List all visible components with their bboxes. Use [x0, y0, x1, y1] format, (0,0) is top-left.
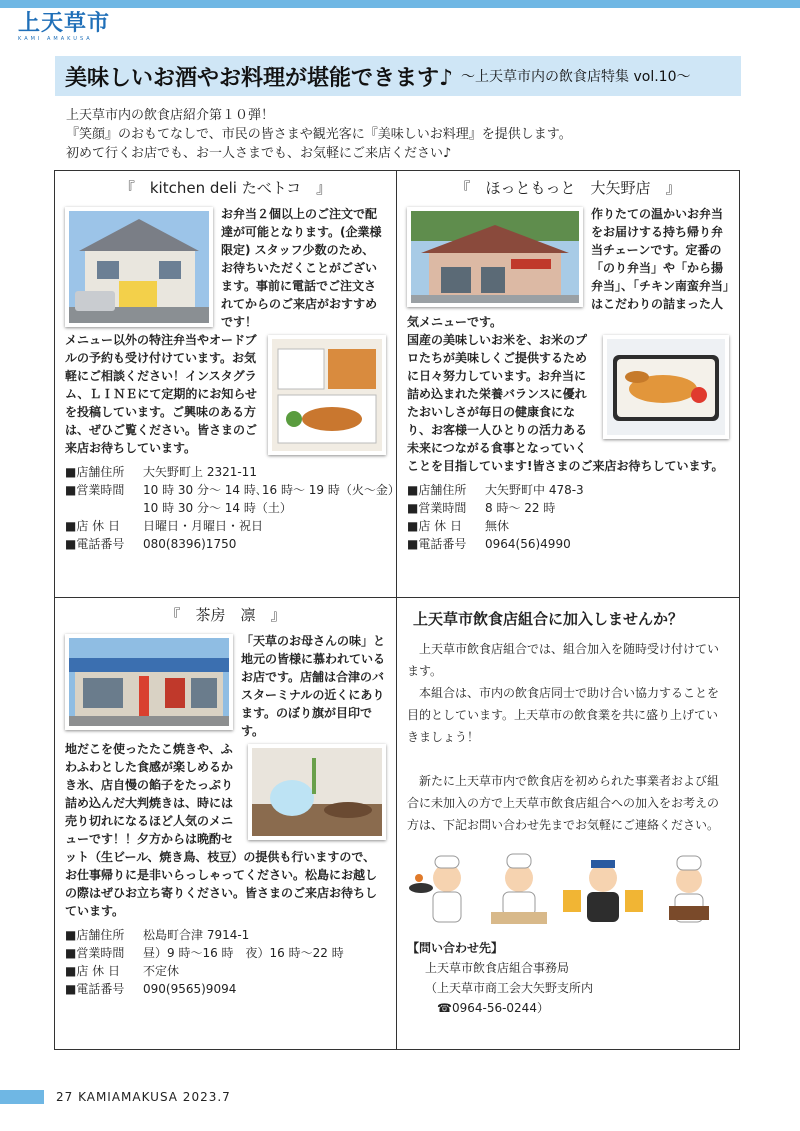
info-phone	[65, 980, 386, 998]
info-closed	[65, 962, 386, 980]
info-hours	[65, 944, 386, 962]
logo-text: 上天草市	[18, 11, 111, 36]
union-paragraph-2: 本組合は、市内の飲食店同士で助け合い協力することを目的としています。上天草市の飲食業を共に盛り上げていきましょう！	[407, 686, 720, 744]
logo-subtext: KAMI AMAKUSA	[18, 36, 93, 42]
info-phone	[407, 535, 729, 553]
article-subtitle: ～上天草市内の飲食店特集 vol.10～	[461, 69, 691, 85]
contact-phone: ☎0964-56-0244）	[437, 1001, 549, 1015]
shop-description-1: 作りたての温かいお弁当をお届けする持ち帰り弁当チェーンです。定番の「のり弁当」や「から揚弁当」、「チキン南蛮弁当」はこだわりの詰まった人気メニューです。	[407, 207, 729, 329]
cafe-illustration	[69, 638, 229, 726]
intro-text	[66, 106, 756, 163]
union-paragraph-1: 上天草市飲食店組合では、組合加入を随時受け付けています。	[407, 642, 720, 678]
info-label	[65, 499, 143, 517]
info-hours	[407, 499, 729, 517]
info-value: 無休	[485, 519, 510, 533]
info-address	[65, 926, 386, 944]
shop-info	[65, 926, 386, 998]
bento-photo	[603, 335, 729, 439]
info-label: ■営業時間	[65, 946, 125, 960]
union-title: 上天草市飲食店組合に加入しませんか？	[413, 610, 684, 628]
info-label: ■店舗住所	[65, 465, 125, 479]
contact-heading: 【問い合わせ先】	[407, 941, 504, 955]
info-label: ■電話番号	[65, 537, 125, 551]
chef-illustrations	[407, 848, 729, 928]
footer-page-info: 27 KAMIAMAKUSA 2023.7	[56, 1090, 231, 1104]
info-value: 不定休	[143, 964, 180, 978]
shop-exterior-photo	[407, 207, 583, 307]
info-hours-saturday	[65, 499, 386, 517]
city-logo	[18, 12, 128, 44]
info-value: 大矢野町中 478-3	[485, 483, 584, 497]
shop-card-hottomotto	[397, 171, 739, 597]
shop-description-2: 国産の美味しいお米を、お米のプロたちが美味しくご提供するために日々努力しています。お弁当に詰め込まれた栄養バランスに優れたおいしさが毎日の健康食になり、お客様一人ひとりの活力ある未来につながる食事となっていくことを目指しています!皆さまのご来店お待ちしています。	[407, 333, 724, 473]
shop-title: 『 茶房 凛 』	[165, 606, 286, 624]
info-value: 080(8396)1750	[143, 537, 237, 551]
info-label: ■営業時間	[65, 483, 125, 497]
info-phone	[65, 535, 386, 553]
info-closed	[407, 517, 729, 535]
shaved-ice-photo	[248, 744, 386, 840]
info-value: 090(9565)9094	[143, 982, 237, 996]
info-label: ■店舗住所	[407, 483, 467, 497]
shop-description-2: メニュー以外の特注弁当やオードブルの予約も受け付けています。お気軽にご相談ください！インスタグラム、ＬＩＮＥにて定期的にお知らせを投稿しています。ご興味のある方は、ぜひご覧ください。皆さまのご来店お待ちしています。	[65, 333, 258, 455]
union-recruitment	[397, 598, 739, 1050]
info-value: 10 時 30 分～ 14 時（土）	[143, 501, 292, 515]
footer-accent-bar	[0, 1090, 44, 1104]
article-title: 美味しいお酒やお料理が堪能できます♪	[65, 65, 454, 91]
info-label: ■営業時間	[407, 501, 467, 515]
contact-info	[407, 938, 729, 1018]
info-value: 松島町合津 7914-1	[143, 928, 250, 942]
contact-office: 上天草市飲食店組合事務局	[425, 961, 570, 975]
info-value: 8 時～ 22 時	[485, 501, 556, 515]
info-label: ■店舗住所	[65, 928, 125, 942]
info-label: ■店 休 日	[65, 519, 120, 533]
shop-description-1: お弁当２個以上のご注文で配達が可能となります。(企業様限定) スタッフ少数のため、お待ちいただくことがございます。事前に電話でご注文されてからのご来店がおすすめです！	[221, 207, 382, 329]
shop-title: 『 kitchen deli たべトコ 』	[119, 179, 332, 197]
chefs-icon	[407, 848, 727, 928]
info-label: ■電話番号	[407, 537, 467, 551]
info-value: 昼）9 時～16 時 夜）16 時～22 時	[143, 946, 344, 960]
shop-description-1: 「天草のお母さんの味」と地元の皆様に慕われているお店です。店舗は合津のバスターミナルの近くにあります。のぼり旗が目印です。	[241, 634, 386, 738]
info-address	[65, 463, 386, 481]
storefront-illustration	[411, 211, 579, 303]
shop-card-sabo-rin	[55, 598, 396, 1050]
shop-description-2: 地だこを使ったたこ焼きや、ふわふわとした食感が楽しめるかき氷、店自慢の餡子をたっぷり詰め込んだ大判焼きは、時には売り切れになるほど人気のメニューです！！夕方からは晩酌セット（生ビール、焼き鳥、枝豆）の提供も行いますので、お仕事帰りに是非いらっしゃってください。松島にお越しの際はぜひお立ち寄りください。皆さまのご来店お待ちしています。	[65, 742, 378, 918]
intro-line: 『笑顔』のおもてなしで、市民の皆さまや観光客に『美味しいお料理』を提供します。	[66, 127, 572, 142]
contact-location: （上天草市商工会大矢野支所内	[425, 981, 594, 995]
spacer	[407, 748, 729, 770]
union-paragraph-3: 新たに上天草市内で飲食店を初められた事業者および組合に未加入の方で上天草市飲食店組合への加入をお考えの方は、下記お問い合わせ先までお気軽にご連絡ください。	[407, 774, 720, 832]
info-label: ■店 休 日	[65, 964, 120, 978]
shop-title: 『 ほっともっと 大矢野店 』	[455, 179, 681, 197]
intro-line: 上天草市内の飲食店紹介第１０弾！	[66, 108, 275, 123]
info-label: ■電話番号	[65, 982, 125, 996]
shop-info	[65, 463, 400, 553]
intro-line: 初めて行くお店でも、お一人さまでも、お気軽にご来店ください♪	[66, 146, 452, 161]
bento-photo	[268, 335, 386, 455]
shop-info	[407, 481, 729, 553]
dessert-illustration	[252, 748, 382, 836]
info-address	[407, 481, 729, 499]
info-closed	[65, 517, 386, 535]
top-stripe	[0, 0, 800, 8]
info-value: 0964(56)4990	[485, 537, 571, 551]
bento-illustration	[607, 339, 725, 435]
shop-exterior-photo	[65, 634, 233, 730]
bento-illustration	[272, 339, 382, 451]
shop-exterior-photo	[65, 207, 213, 327]
info-value: 大矢野町上 2321-11	[143, 465, 257, 479]
article-title-bar	[55, 56, 741, 96]
info-value: 日曜日・月曜日・祝日	[143, 519, 264, 533]
info-value: 10 時 30 分～ 14 時､16 時～ 19 時（火～金）	[143, 483, 400, 497]
shop-card-tabetoko	[55, 171, 400, 597]
house-illustration	[69, 211, 209, 323]
info-hours	[65, 481, 400, 499]
info-label: ■店 休 日	[407, 519, 462, 533]
shop-grid	[54, 170, 740, 1050]
